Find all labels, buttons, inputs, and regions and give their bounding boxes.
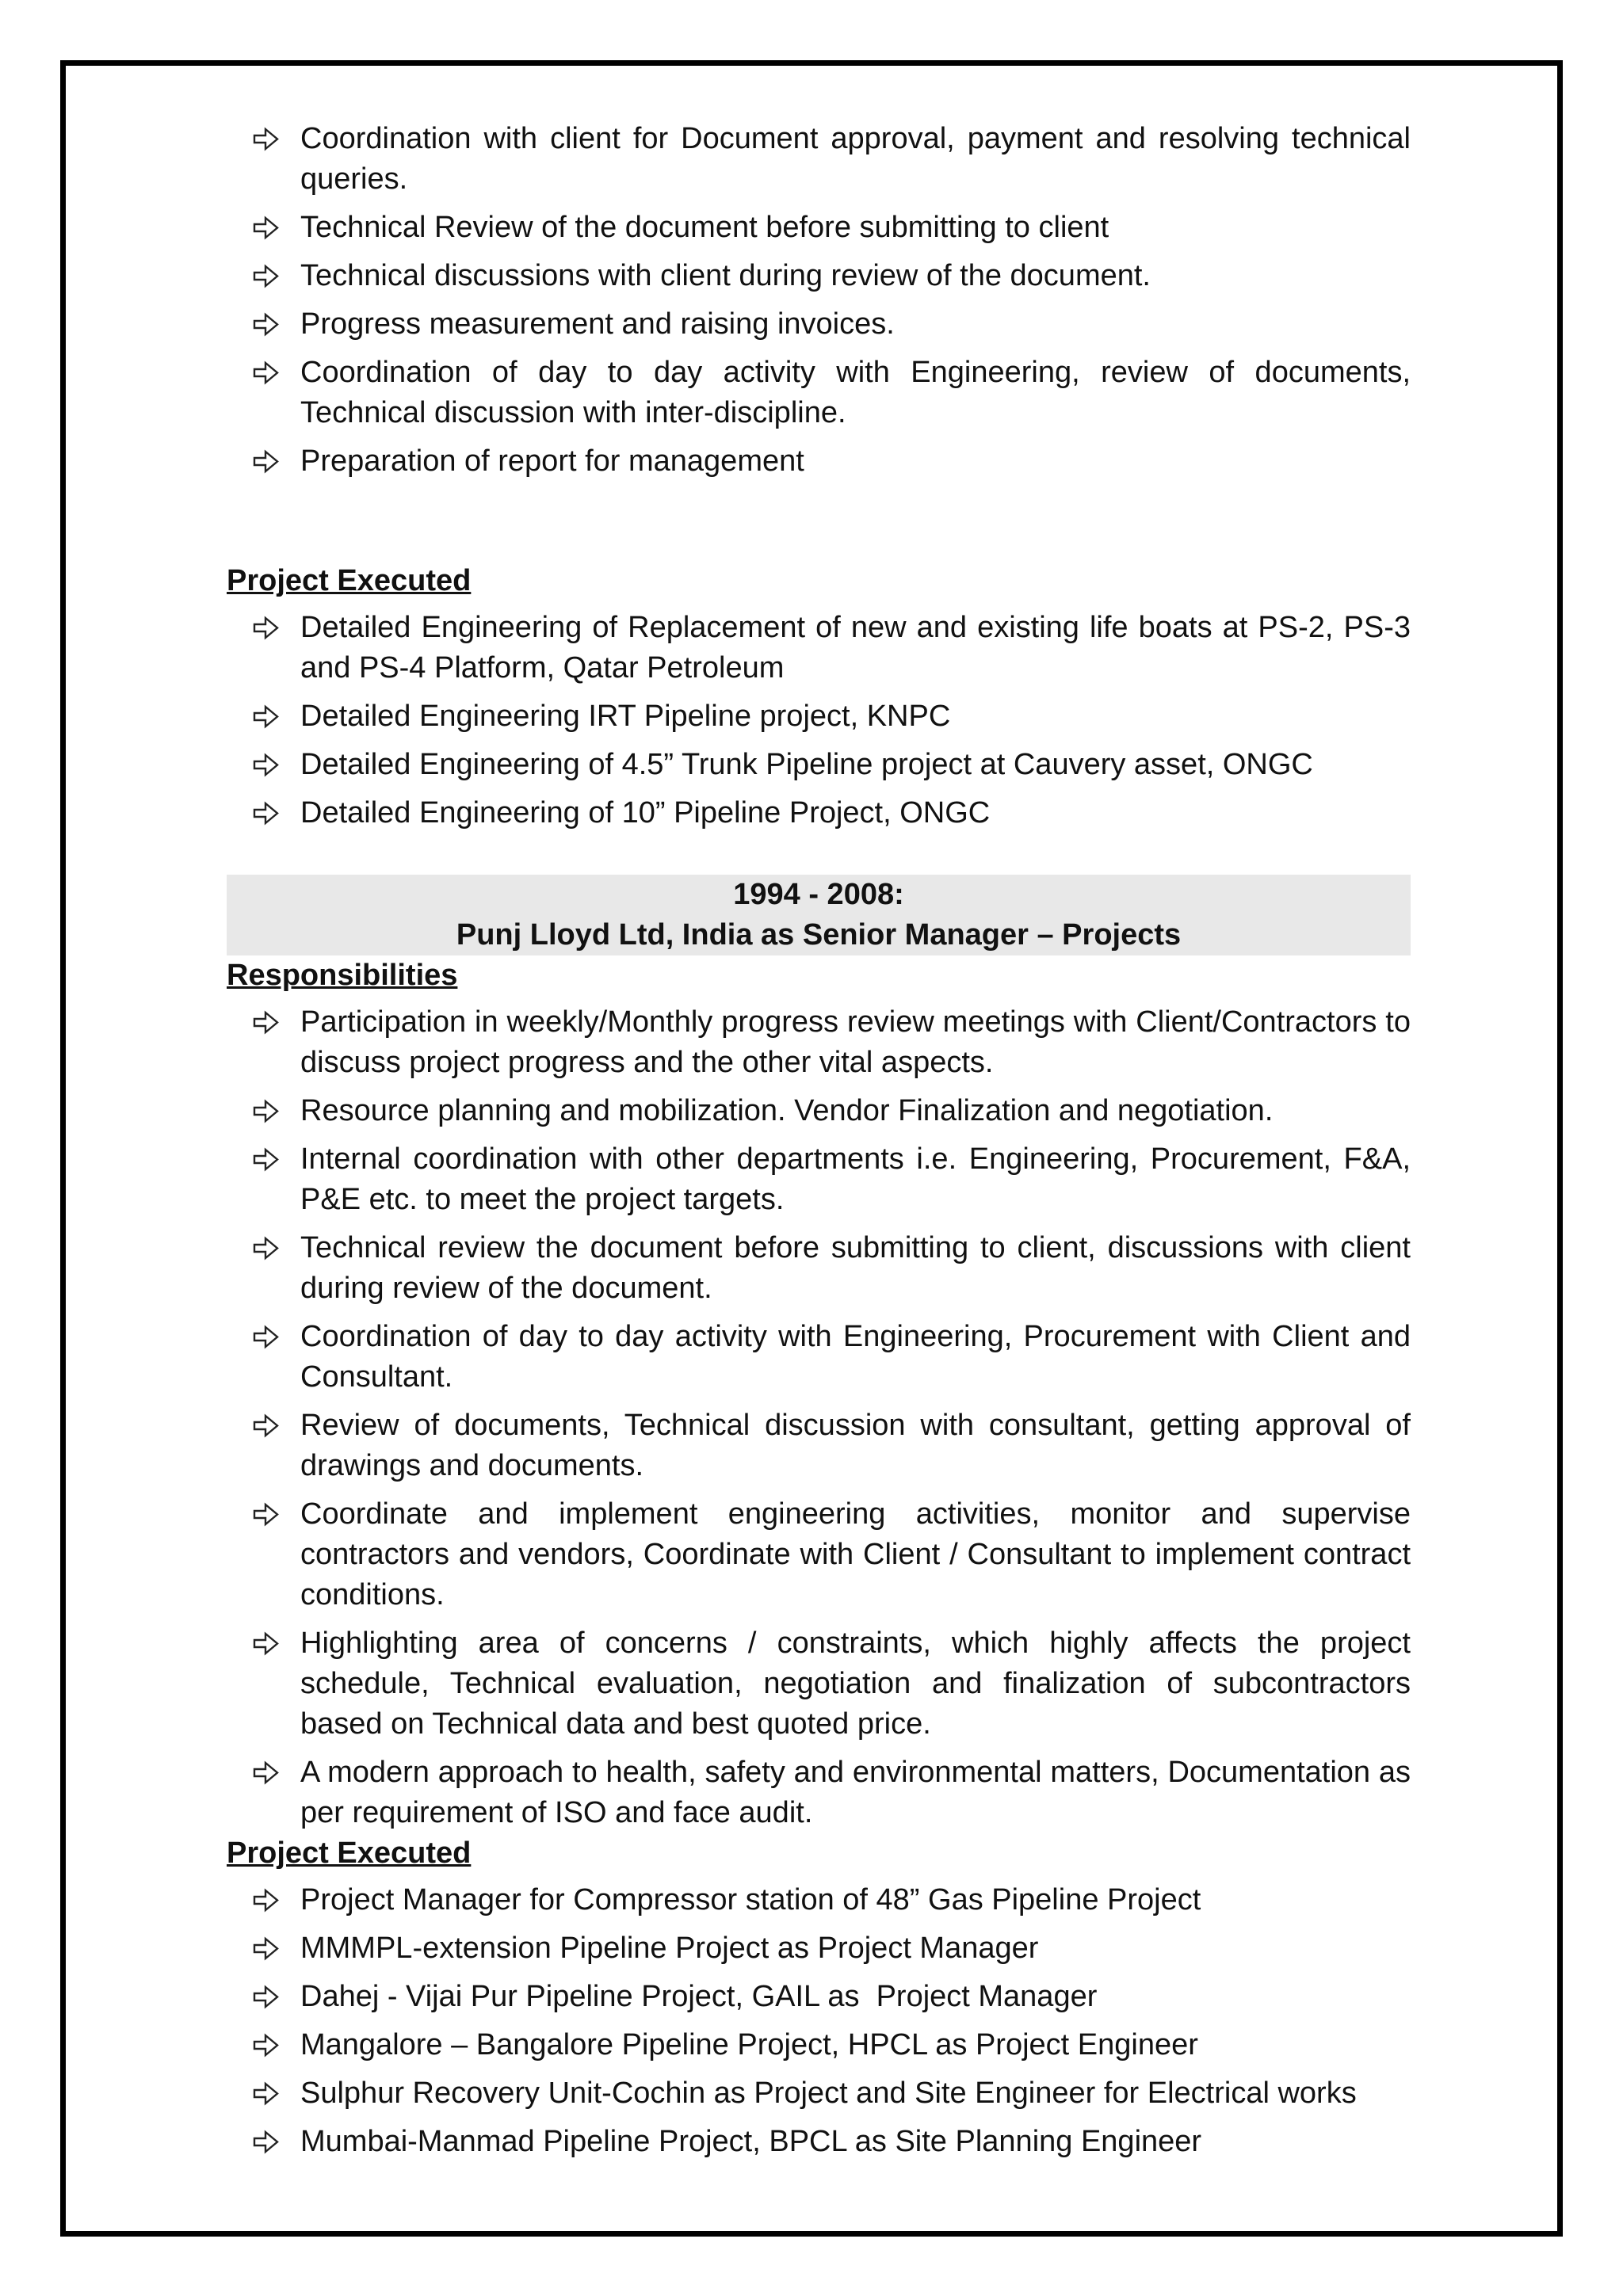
arrow-bullet-icon <box>252 696 281 737</box>
list-item: Dahej - Vijai Pur Pipeline Project, GAIL as Project Manager <box>227 1977 1411 2017</box>
list-item: Coordination of day to day activity with Engineering, Procurement with Client and Consultant. <box>227 1317 1411 1398</box>
list-item: Detailed Engineering IRT Pipeline project, KNPC <box>227 696 1411 737</box>
projects-list <box>227 1880 1411 2162</box>
employment-role: Punj Lloyd Ltd, India as Senior Manager – Projects <box>456 918 1182 952</box>
arrow-bullet-icon <box>252 2122 281 2162</box>
list-item: Preparation of report for management <box>227 441 1411 482</box>
arrow-bullet-icon <box>252 1928 281 1969</box>
responsibilities-list <box>227 1002 1411 1833</box>
arrow-bullet-icon <box>252 1977 281 2017</box>
arrow-bullet-icon <box>252 353 281 393</box>
arrow-bullet-icon <box>252 208 281 248</box>
list-item: Coordination of day to day activity with Engineering, review of documents, Technical discussion with inter-discipline. <box>227 353 1411 433</box>
list-item: MMMPL-extension Pipeline Project as Project Manager <box>227 1928 1411 1969</box>
arrow-bullet-icon <box>252 608 281 648</box>
list-item: A modern approach to health, safety and environmental matters, Documentation as per requirement of ISO and face audit. <box>227 1753 1411 1833</box>
list-item: Detailed Engineering of Replacement of new and existing life boats at PS-2, PS-3 and PS-4 Platform, Qatar Petroleum <box>227 608 1411 688</box>
list-item: Project Manager for Compressor station of 48” Gas Pipeline Project <box>227 1880 1411 1920</box>
list-item: Technical Review of the document before submitting to client <box>227 208 1411 248</box>
list-item: Technical review the document before submitting to client, discussions with client during review of the document. <box>227 1228 1411 1309</box>
section-heading: Responsibilities <box>227 959 458 992</box>
arrow-bullet-icon <box>252 119 281 159</box>
section-heading: Project Executed <box>227 1836 472 1870</box>
list-item: Resource planning and mobilization. Vendor Finalization and negotiation. <box>227 1091 1411 1131</box>
list-item: Participation in weekly/Monthly progress review meetings with Client/Contractors to discuss project progress and the other vital aspects. <box>227 1002 1411 1083</box>
arrow-bullet-icon <box>252 745 281 785</box>
arrow-bullet-icon <box>252 1228 281 1268</box>
list-item: Review of documents, Technical discussion with consultant, getting approval of drawings and documents. <box>227 1405 1411 1486</box>
arrow-bullet-icon <box>252 793 281 833</box>
arrow-bullet-icon <box>252 2025 281 2065</box>
arrow-bullet-icon <box>252 1002 281 1043</box>
list-item: Progress measurement and raising invoices. <box>227 304 1411 345</box>
list-item: Mangalore – Bangalore Pipeline Project, HPCL as Project Engineer <box>227 2025 1411 2065</box>
arrow-bullet-icon <box>252 304 281 345</box>
list-item: Sulphur Recovery Unit-Cochin as Project and Site Engineer for Electrical works <box>227 2073 1411 2114</box>
arrow-bullet-icon <box>252 1139 281 1180</box>
arrow-bullet-icon <box>252 1494 281 1535</box>
list-item: Detailed Engineering of 4.5” Trunk Pipeline project at Cauvery asset, ONGC <box>227 745 1411 785</box>
employment-banner <box>227 875 1411 955</box>
list-item: Mumbai-Manmad Pipeline Project, BPCL as Site Planning Engineer <box>227 2122 1411 2162</box>
list-item: Coordination with client for Document approval, payment and resolving technical queries. <box>227 119 1411 200</box>
arrow-bullet-icon <box>252 1091 281 1131</box>
arrow-bullet-icon <box>252 1405 281 1446</box>
employment-years: 1994 - 2008: <box>733 878 904 911</box>
arrow-bullet-icon <box>252 1317 281 1357</box>
arrow-bullet-icon <box>252 441 281 482</box>
section-heading: Project Executed <box>227 564 472 597</box>
arrow-bullet-icon <box>252 256 281 296</box>
list-item: Detailed Engineering of 10” Pipeline Project, ONGC <box>227 793 1411 833</box>
arrow-bullet-icon <box>252 1880 281 1920</box>
resume-page <box>227 119 1411 2170</box>
arrow-bullet-icon <box>252 1753 281 1793</box>
arrow-bullet-icon <box>252 1623 281 1664</box>
list-item: Coordinate and implement engineering activities, monitor and supervise contractors and vendors, Coordinate with Client / Consultant to implement contract conditions. <box>227 1494 1411 1615</box>
list-item: Technical discussions with client during review of the document. <box>227 256 1411 296</box>
projects-list <box>227 608 1411 833</box>
list-item: Highlighting area of concerns / constraints, which highly affects the project schedule, Technical evaluation, negotiation and finalization of subcontractors based on Technical data and best quoted price. <box>227 1623 1411 1745</box>
arrow-bullet-icon <box>252 2073 281 2114</box>
duties-list <box>227 119 1411 482</box>
list-item: Internal coordination with other departments i.e. Engineering, Procurement, F&A, P&E etc. to meet the project targets. <box>227 1139 1411 1220</box>
